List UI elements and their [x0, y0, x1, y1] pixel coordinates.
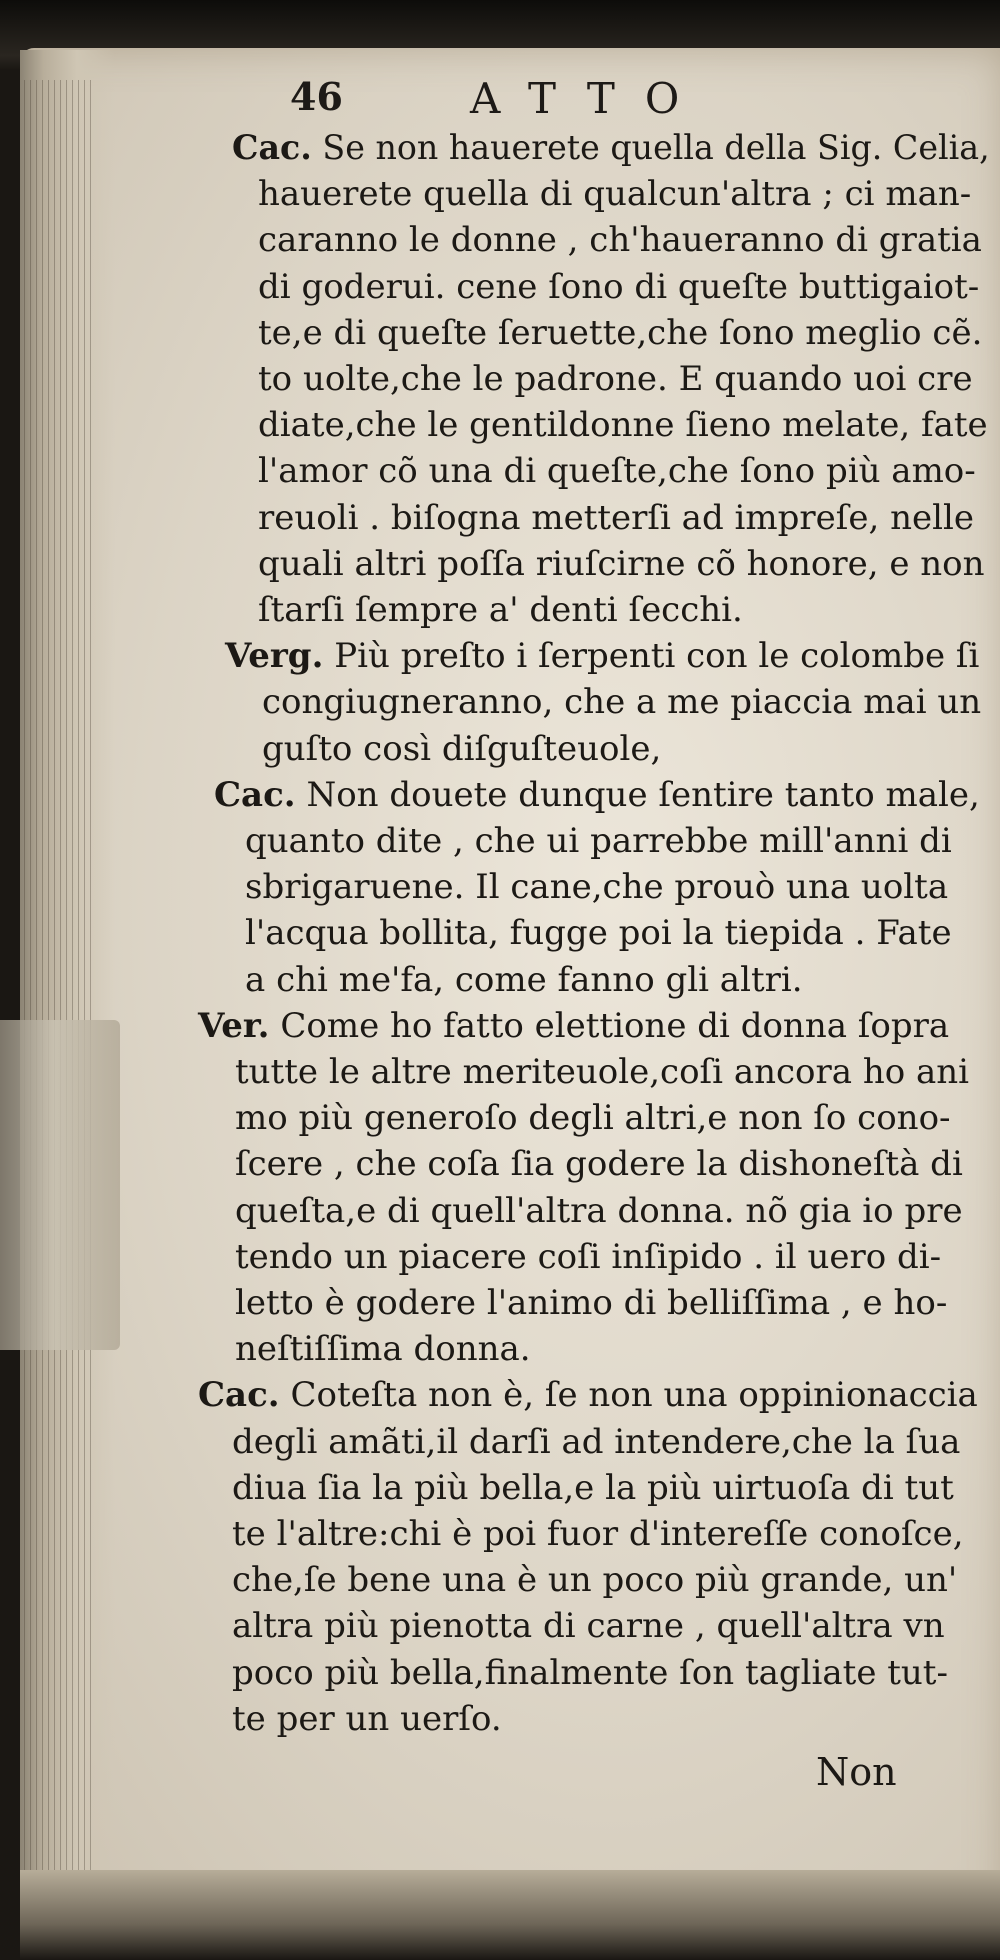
- line-text: queſta,e di quell'altra donna. nõ gia io pre: [235, 1190, 963, 1231]
- text-line: [225, 636, 979, 676]
- text-line: [232, 1422, 960, 1462]
- line-text: di goderui. cene ſono di queſte buttigaiot-: [258, 266, 980, 307]
- page-number: 46: [290, 74, 343, 119]
- text-line: [232, 1560, 957, 1600]
- line-text: Non douete dunque ſentire tanto male,: [306, 774, 980, 815]
- text-line: [198, 1375, 978, 1415]
- line-text: mo più generoſo degli altri,e non ſo cono-: [235, 1098, 951, 1139]
- text-line: [245, 821, 952, 861]
- text-line: [258, 174, 971, 214]
- line-text: reuoli . biſogna metterſi ad impreſe, nelle: [258, 497, 974, 538]
- line-text: Coteſta non è, ſe non una oppinionaccia: [290, 1375, 978, 1416]
- speaker-name: Cac.: [214, 774, 296, 815]
- line-text: l'amor cõ una di queſte,che ſono più amo-: [258, 451, 976, 492]
- text-line: [232, 1514, 964, 1554]
- text-line: [262, 729, 661, 769]
- line-text: to uolte,che le padrone. E quando uoi cre: [258, 359, 973, 399]
- page-clip: [0, 1020, 120, 1350]
- text-line: [258, 405, 988, 445]
- line-text: ſtarſi ſempre a' denti ſecchi.: [258, 590, 743, 630]
- text-line: [232, 128, 990, 168]
- line-text: degli amãti,il darſi ad intendere,che la ſua: [232, 1421, 961, 1462]
- line-text: diate,che le gentildonne ſieno melate, fate: [258, 405, 988, 446]
- text-line: [245, 913, 952, 953]
- text-line: [258, 359, 973, 399]
- speaker-name: Cac.: [198, 1375, 280, 1416]
- speaker-name: Cac.: [232, 128, 312, 168]
- text-line: [262, 682, 981, 722]
- line-text: Più preſto i ſerpenti con le colombe ſi: [334, 636, 980, 677]
- text-line: [235, 1098, 951, 1138]
- line-text: te l'altre:chi è poi fuor d'intereſſe conoſce,: [232, 1514, 964, 1554]
- line-text: Se non hauerete quella della Sig. Celia,: [322, 128, 990, 168]
- line-text: hauerete quella di qualcun'altra ; ci man-: [258, 174, 972, 215]
- line-text: neſtiſſima donna.: [235, 1329, 531, 1370]
- text-line: [235, 1329, 531, 1369]
- speaker-name: Ver.: [198, 1005, 270, 1046]
- line-text: a chi me'fa, come fanno gli altri.: [245, 959, 803, 1000]
- line-text: guſto così diſguſteuole,: [262, 728, 662, 769]
- text-line: [258, 498, 974, 538]
- text-line: [235, 1144, 963, 1184]
- line-text: te per un uerſo.: [232, 1698, 502, 1739]
- gutter-page-edges: [24, 80, 94, 1880]
- line-text: te,e di queſte ſeruette,che ſono meglio cẽ.: [258, 312, 983, 353]
- line-text: caranno le donne , ch'haueranno di gratia: [258, 220, 982, 261]
- text-line: [214, 775, 980, 815]
- line-text: diua ſia la più bella,e la più uirtuoſa di tut: [232, 1467, 954, 1508]
- text-line: [235, 1283, 947, 1323]
- text-line: [235, 1052, 969, 1092]
- bottom-edge: [20, 1870, 1000, 1960]
- text-line: [245, 867, 948, 907]
- text-line: [245, 960, 803, 1000]
- text-line: [235, 1191, 963, 1231]
- line-text: altra più pienotta di carne , quell'altra vn: [232, 1606, 945, 1647]
- line-text: poco più bella,finalmente ſon tagliate tut-: [232, 1652, 948, 1693]
- speaker-name: Verg.: [225, 636, 324, 677]
- line-text: tendo un piacere coſi inſipido . il uero di-: [235, 1236, 942, 1277]
- text-line: [235, 1237, 941, 1277]
- line-text: letto è godere l'animo di belliſſima , e ho-: [235, 1283, 948, 1323]
- line-text: l'acqua bollita, fugge poi la tiepida . Fate: [245, 913, 952, 954]
- line-text: tutte le altre meriteuole,coſi ancora ho ani: [235, 1052, 970, 1092]
- line-text: ſcere , che coſa ſia godere la dishoneſtà di: [235, 1144, 963, 1185]
- line-text: quali altri poſſa riuſcirne cõ honore, e non: [258, 543, 985, 584]
- line-text: sbrigaruene. Il cane,che prouò una uolta: [245, 867, 949, 908]
- text-line: [258, 313, 982, 353]
- text-line: [258, 451, 976, 491]
- text-line: [232, 1468, 954, 1508]
- text-line: [232, 1606, 945, 1646]
- line-text: congiugneranno, che a me piaccia mai un: [262, 682, 982, 723]
- text-line: [232, 1653, 948, 1693]
- catchword: Non: [816, 1750, 897, 1794]
- running-title: ATTO: [470, 74, 710, 123]
- line-text: Come ho fatto elettione di donna ſopra: [280, 1005, 950, 1046]
- line-text: quanto dite , che ui parrebbe mill'anni di: [245, 821, 952, 861]
- text-line: [258, 590, 743, 630]
- text-line: [258, 544, 985, 584]
- text-line: [258, 220, 982, 260]
- line-text: che,ſe bene una è un poco più grande, un': [232, 1560, 958, 1601]
- text-line: [258, 267, 979, 307]
- text-line: [198, 1006, 949, 1046]
- text-line: [232, 1699, 502, 1739]
